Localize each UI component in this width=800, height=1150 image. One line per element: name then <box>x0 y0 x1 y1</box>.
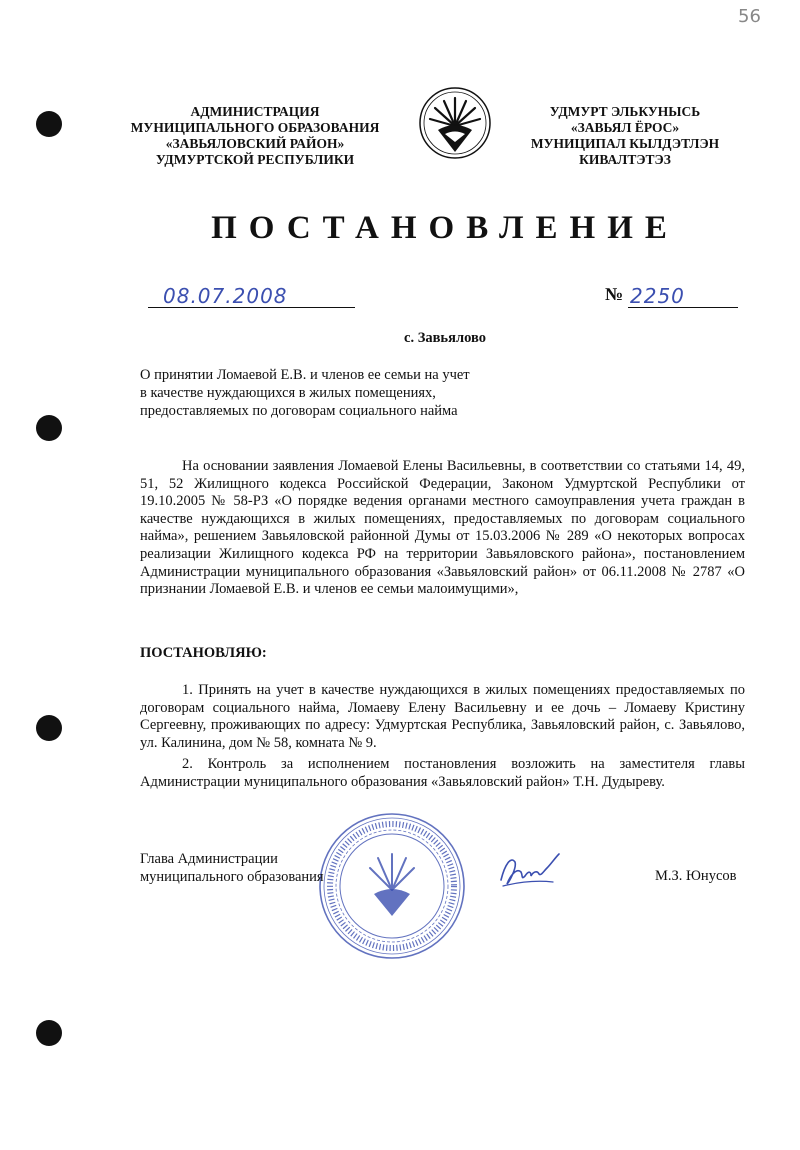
handwritten-signature <box>495 846 565 892</box>
number-label: № <box>605 284 624 304</box>
signatory-title <box>140 850 324 886</box>
header-left-line: АДМИНИСТРАЦИЯ <box>190 104 320 119</box>
number-underline <box>628 307 738 308</box>
header-right-line: «ЗАВЬЯЛ ЁРОС» <box>570 120 680 135</box>
header-left-line: «ЗАВЬЯЛОВСКИЙ РАЙОН» <box>165 136 345 151</box>
document-title: ПОСТАНОВЛЕНИЕ <box>211 210 679 246</box>
punch-hole <box>36 415 62 441</box>
header-right-line: УДМУРТ ЭЛЬКУНЫСЬ <box>549 104 701 119</box>
signatory-title-line: Глава Администрации <box>140 851 278 867</box>
official-seal-icon <box>318 812 466 960</box>
punch-hole <box>36 111 62 137</box>
header-left-line: МУНИЦИПАЛЬНОГО ОБРАЗОВАНИЯ <box>130 120 380 135</box>
emblem-icon <box>418 86 492 160</box>
signatory-name: М.З. Юнусов <box>655 868 737 884</box>
resolve-heading: ПОСТАНОВЛЯЮ: <box>140 645 267 661</box>
header-right <box>500 104 750 168</box>
subject-line: предоставляемых по договорам социального найма <box>140 403 458 419</box>
punch-hole <box>36 1020 62 1046</box>
header-right-line: КИВАЛТЭТЭЗ <box>579 152 671 167</box>
date-underline <box>148 307 355 308</box>
document-subject <box>140 366 470 420</box>
page-number: 56 <box>738 6 761 27</box>
header-left <box>120 104 390 168</box>
preamble-paragraph: На основании заявления Ломаевой Елены Васильевны, в соответствии со статьями 14, 49, 51, 52 Жилищного кодекса Российской Федерации, Законом Удмуртской Республики от 19.10.2005 № 58-РЗ «О порядке ведения органами местного самоуправления учета граждан в качестве нуждающихся в жилых помещениях, предоставляемых по договорам социального найма», решением Завьяловской районной Думы от 15.03.2006 № 289 «О некоторых вопросах реализации Жилищного кодекса РФ на территории Завьяловского района», постановлением Администрации муниципального образования «Завьяловский район» от 06.11.2008 № 2787 «О признании Ломаевой Е.В. и членов ее семьи малоимущими», <box>140 458 745 598</box>
resolution-item-1: 1. Принять на учет в качестве нуждающихся в жилых помещениях предоставляемых по договорам социального найма, Ломаеву Елену Васильевну и ее дочь – Ломаеву Кристину Сергеевну, проживающих по адресу: Удмуртская Республика, Завьяловский район, с. Завьялово, ул. Калинина, дом № 58, комната № 9. <box>140 682 745 751</box>
document-date: 08.07.2008 <box>163 284 288 308</box>
document-number: 2250 <box>630 284 685 308</box>
header-left-line: УДМУРТСКОЙ РЕСПУБЛИКИ <box>155 152 355 167</box>
place-of-issue: с. Завьялово <box>404 330 486 346</box>
punch-hole <box>36 715 62 741</box>
signatory-title-line: муниципального образования <box>140 869 324 885</box>
subject-line: О принятии Ломаевой Е.В. и членов ее семьи на учет <box>140 367 470 383</box>
header-right-line: МУНИЦИПАЛ КЫЛДЭТЛЭН <box>530 136 720 151</box>
subject-line: в качестве нуждающихся в жилых помещениях, <box>140 385 436 401</box>
resolution-item-2: 2. Контроль за исполнением постановления возложить на заместителя главы Администрации муниципального образования «Завьяловский район» Т.Н. Дудыреву. <box>140 756 745 790</box>
